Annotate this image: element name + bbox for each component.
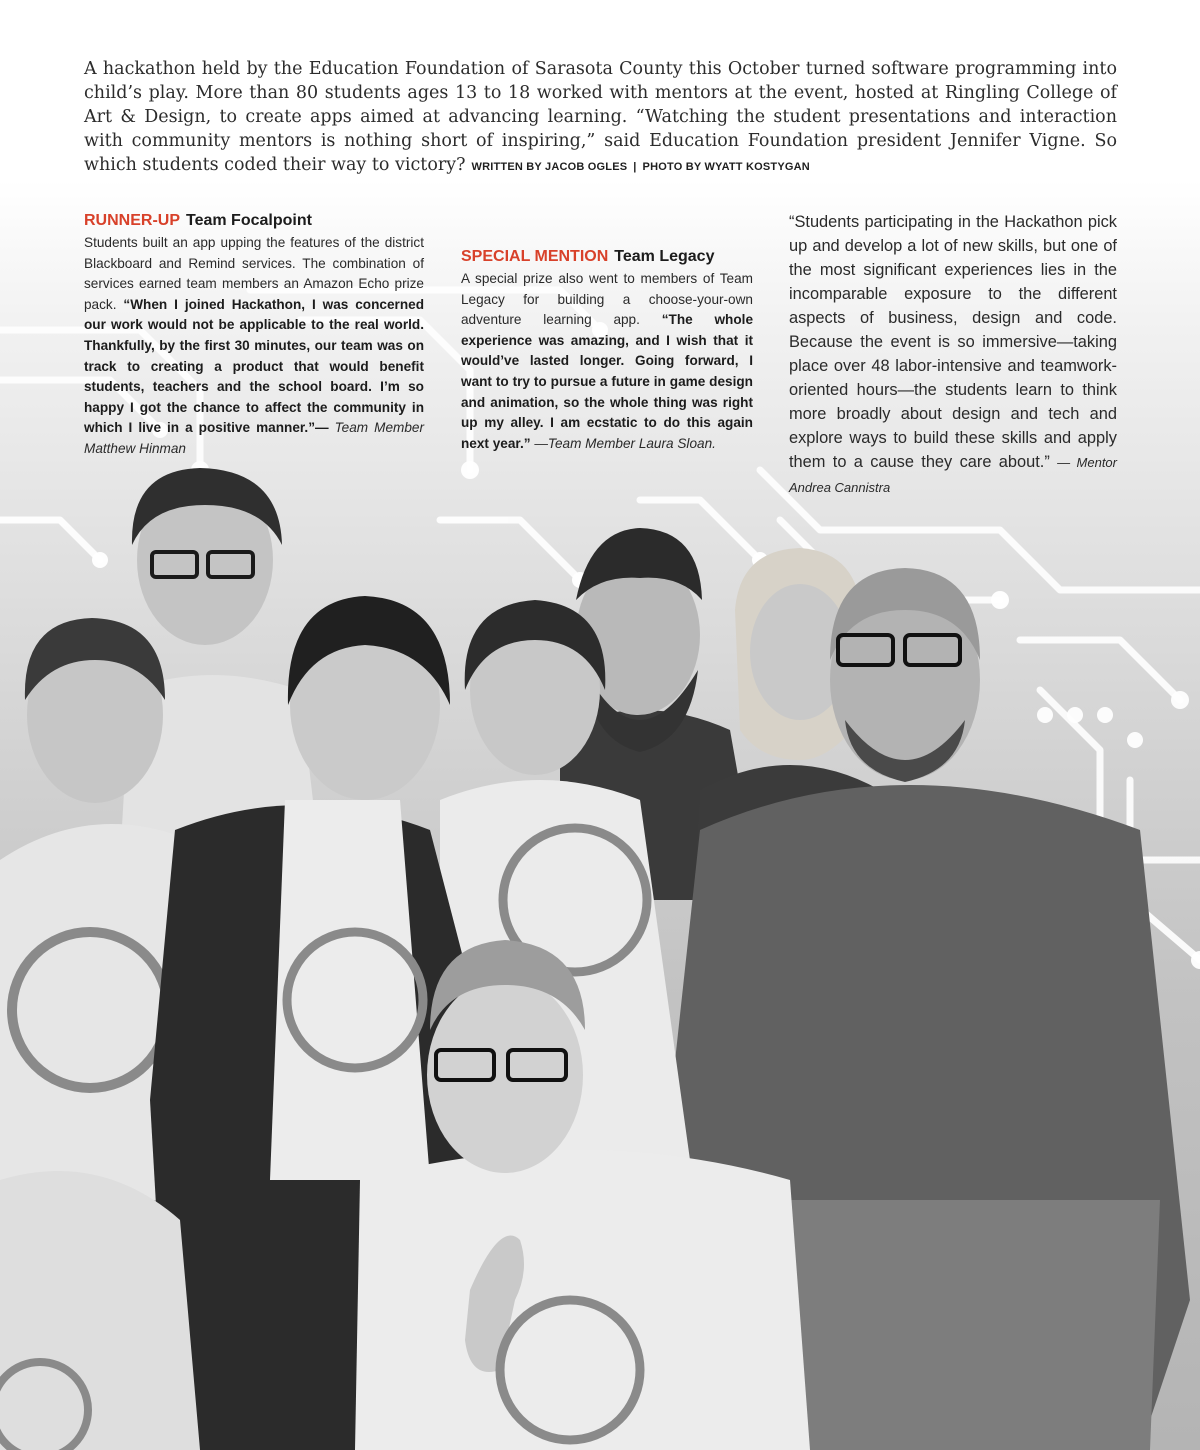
special-mention-heading bbox=[461, 246, 753, 268]
runner-up-kicker: RUNNER-UP bbox=[84, 212, 180, 229]
special-mention-body bbox=[461, 269, 753, 454]
runner-up-team-name: Team Focalpoint bbox=[186, 212, 312, 229]
mentor-quote-attribution: — Mentor Andrea Cannistra bbox=[789, 455, 1117, 495]
mentor-quote-text: “Students participating in the Hackathon pick up and develop a lot of new skills, but one of the most significant experiences lies in the incomparable exposure to the different aspects of business, design and code. Because the event is so immersive—taking place over 48 labor-intensive and teamwork-oriented hours—the students learn to think more broadly about design and tech and explore ways to build these skills and apply them to a cause they care about.” bbox=[789, 213, 1117, 471]
special-mention-attribution: —Team Member Laura Sloan. bbox=[534, 435, 716, 451]
special-mention-quote: “The whole experience was amazing, and I wish that it would’ve lasted longer. Going forward, I want to try to pursue a future in game design and animation, so the whole thing was right up my alley. I am ecstatic to do this again next year.” bbox=[461, 312, 754, 451]
intro-text: A hackathon held by the Education Foundation of Sarasota County this October turned software programming into child’s play. More than 80 students ages 13 to 18 worked with mentors at the event, hosted at Ringling College of Art & Design, to create apps aimed at advancing learning. “Watching the student presentations and interaction with community mentors is nothing short of inspiring,” said Education Foundation president Jennifer Vigne. So which students coded their way to victory? bbox=[84, 59, 1117, 175]
special-mention-kicker: SPECIAL MENTION bbox=[461, 248, 609, 265]
byline-separator: | bbox=[633, 161, 637, 173]
special-mention-team-name: Team Legacy bbox=[614, 248, 715, 265]
written-by-credit: WRITTEN BY JACOB OGLES bbox=[471, 161, 628, 173]
special-mention-description: A special prize also went to members of Team Legacy for building a choose-your-own adventure learning app. bbox=[461, 271, 753, 328]
byline bbox=[472, 161, 810, 173]
runner-up-quote: “When I joined Hackathon, I was concerned our work would not be applicable to the real world. Thankfully, by the first 30 minutes, our team was on track to creating a product that would benefit students, teachers and the school board. I’m so happy I got the chance to affect the community in which I live in a positive manner.”— bbox=[84, 296, 424, 436]
runner-up-body bbox=[84, 233, 424, 460]
special-mention-section bbox=[461, 246, 753, 454]
runner-up-attribution: Team Member Matthew Hinman bbox=[84, 420, 424, 456]
mentor-quote bbox=[789, 210, 1117, 500]
photo-credit: PHOTO BY WYATT KOSTYGAN bbox=[642, 161, 810, 173]
runner-up-section bbox=[84, 210, 424, 460]
person-partial-left-edge bbox=[0, 1171, 200, 1450]
runner-up-heading bbox=[84, 210, 424, 232]
intro-paragraph bbox=[84, 57, 1117, 179]
runner-up-description: Students built an app upping the features of the district Blackboard and Remind services. The combination of services earned team members an Amazon Echo prize pack. bbox=[84, 235, 424, 312]
mentor-quote-section bbox=[789, 210, 1117, 500]
